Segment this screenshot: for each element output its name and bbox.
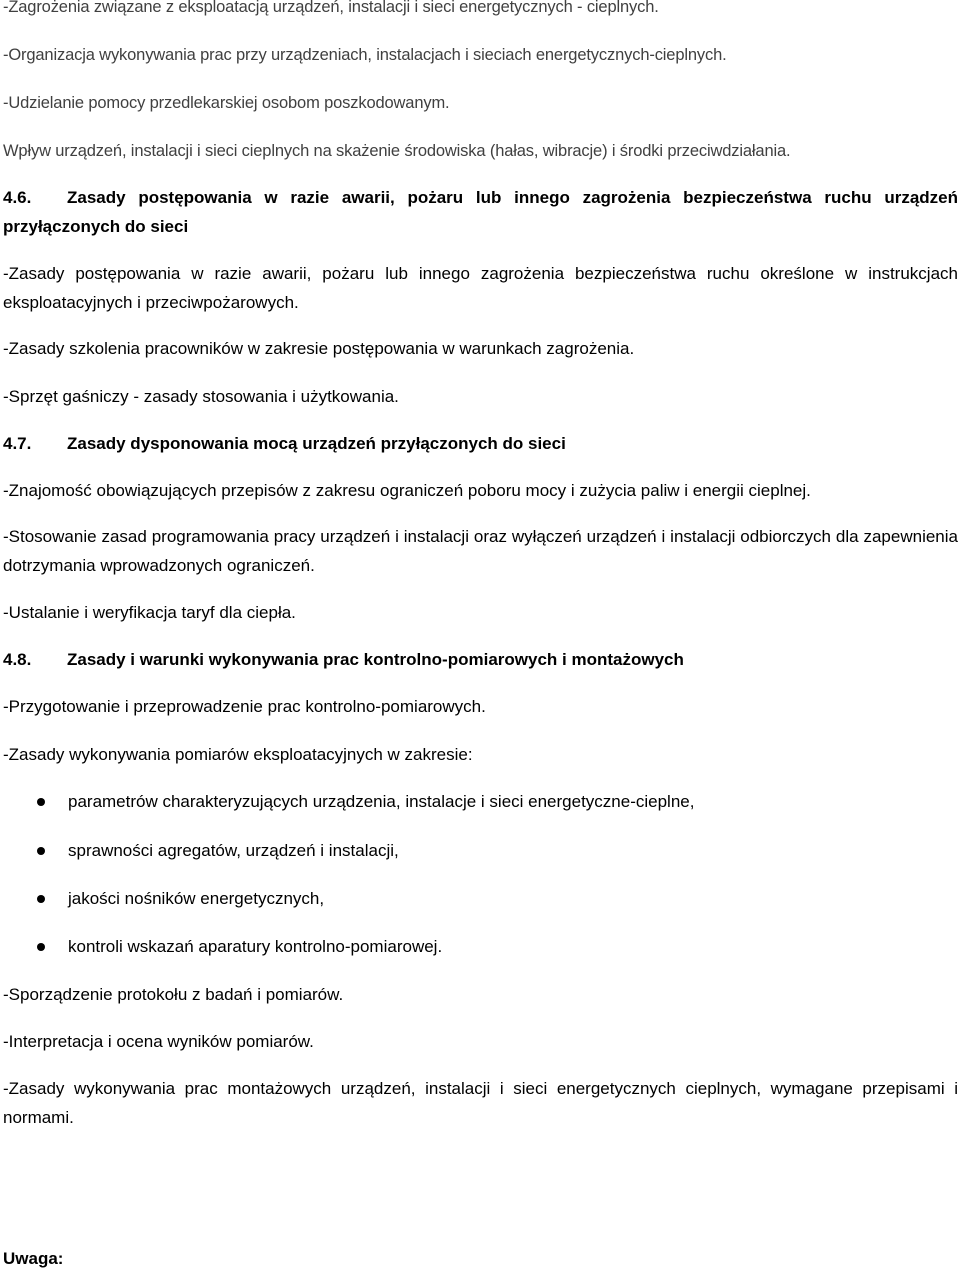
paragraph-training: -Zasady szkolenia pracowników w zakresie postępowania w warunkach zagrożenia. <box>3 339 635 358</box>
bullet-icon <box>37 895 45 903</box>
paragraph-first-aid: -Udzielanie pomocy przedlekarskiej osobom poszkodowanym. <box>3 94 450 112</box>
list-item-text: parametrów charakteryzujących urządzenia, instalacje i sieci energetyczne-cieplne, <box>68 792 695 811</box>
section-number: 4.7. <box>3 434 32 453</box>
bullet-icon <box>37 847 45 855</box>
paragraph-extinguishing-equipment: -Sprzęt gaśniczy - zasady stosowania i użytkowania. <box>3 387 399 406</box>
paragraph-measurement-scope: -Zasady wykonywania pomiarów eksploatacyjnych w zakresie: <box>3 745 473 764</box>
paragraph-assembly-work: -Zasady wykonywania prac montażowych urządzeń, instalacji i sieci energetycznych cieplnych, wymagane przepisami i normami. <box>3 1079 958 1127</box>
paragraph-work-organization: -Organizacja wykonywania prac przy urządzeniach, instalacjach i sieciach energetycznych-cieplnych. <box>3 46 727 64</box>
paragraph-regulations: -Znajomość obowiązujących przepisów z zakresu ograniczeń poboru mocy i zużycia paliw i energii cieplnej. <box>3 481 811 500</box>
list-item-text: kontroli wskazań aparatury kontrolno-pomiarowej. <box>68 937 443 956</box>
section-title: Zasady postępowania w razie awarii, pożaru lub innego zagrożenia bezpieczeństwa ruchu urządzeń przyłączonych do sieci <box>3 188 958 236</box>
section-heading-4-8 <box>3 645 958 674</box>
section-number: 4.6. <box>3 188 32 207</box>
paragraph-protocol: -Sporządzenie protokołu z badań i pomiarów. <box>3 985 344 1004</box>
paragraph-hazards: -Zagrożenia związane z eksploatacją urządzeń, instalacji i sieci energetycznych - cieplnych. <box>3 0 659 16</box>
section-heading-4-7 <box>3 429 958 458</box>
section-title: Zasady i warunki wykonywania prac kontrolno-pomiarowych i montażowych <box>67 650 684 669</box>
paragraph-environment-impact: Wpływ urządzeń, instalacji i sieci cieplnych na skażenie środowiska (hałas, wibracje) i środki przeciwdziałania. <box>3 142 791 160</box>
list-item-text: jakości nośników energetycznych, <box>68 889 325 908</box>
list-item-text: sprawności agregatów, urządzeń i instalacji, <box>68 841 399 860</box>
section-title: Zasady dysponowania mocą urządzeń przyłączonych do sieci <box>67 434 566 453</box>
note-label: Uwaga: <box>3 1249 64 1268</box>
bullet-icon <box>37 798 45 806</box>
section-heading-4-6 <box>3 183 958 241</box>
section-number: 4.8. <box>3 650 32 669</box>
bullet-icon <box>37 943 45 951</box>
paragraph-programming: -Stosowanie zasad programowania pracy urządzeń i instalacji oraz wyłączeń urządzeń i instalacji odbiorczych dla zapewnienia dotrzymania wprowadzonych ograniczeń. <box>3 527 958 575</box>
paragraph-preparation: -Przygotowanie i przeprowadzenie prac kontrolno-pomiarowych. <box>3 697 486 716</box>
paragraph-interpretation: -Interpretacja i ocena wyników pomiarów. <box>3 1032 314 1051</box>
paragraph-failure-procedures: -Zasady postępowania w razie awarii, pożaru lub innego zagrożenia bezpieczeństwa ruchu określone w instrukcjach eksploatacyjnych i przeciwpożarowych. <box>3 264 958 312</box>
paragraph-tariffs: -Ustalanie i weryfikacja taryf dla ciepła. <box>3 603 296 622</box>
